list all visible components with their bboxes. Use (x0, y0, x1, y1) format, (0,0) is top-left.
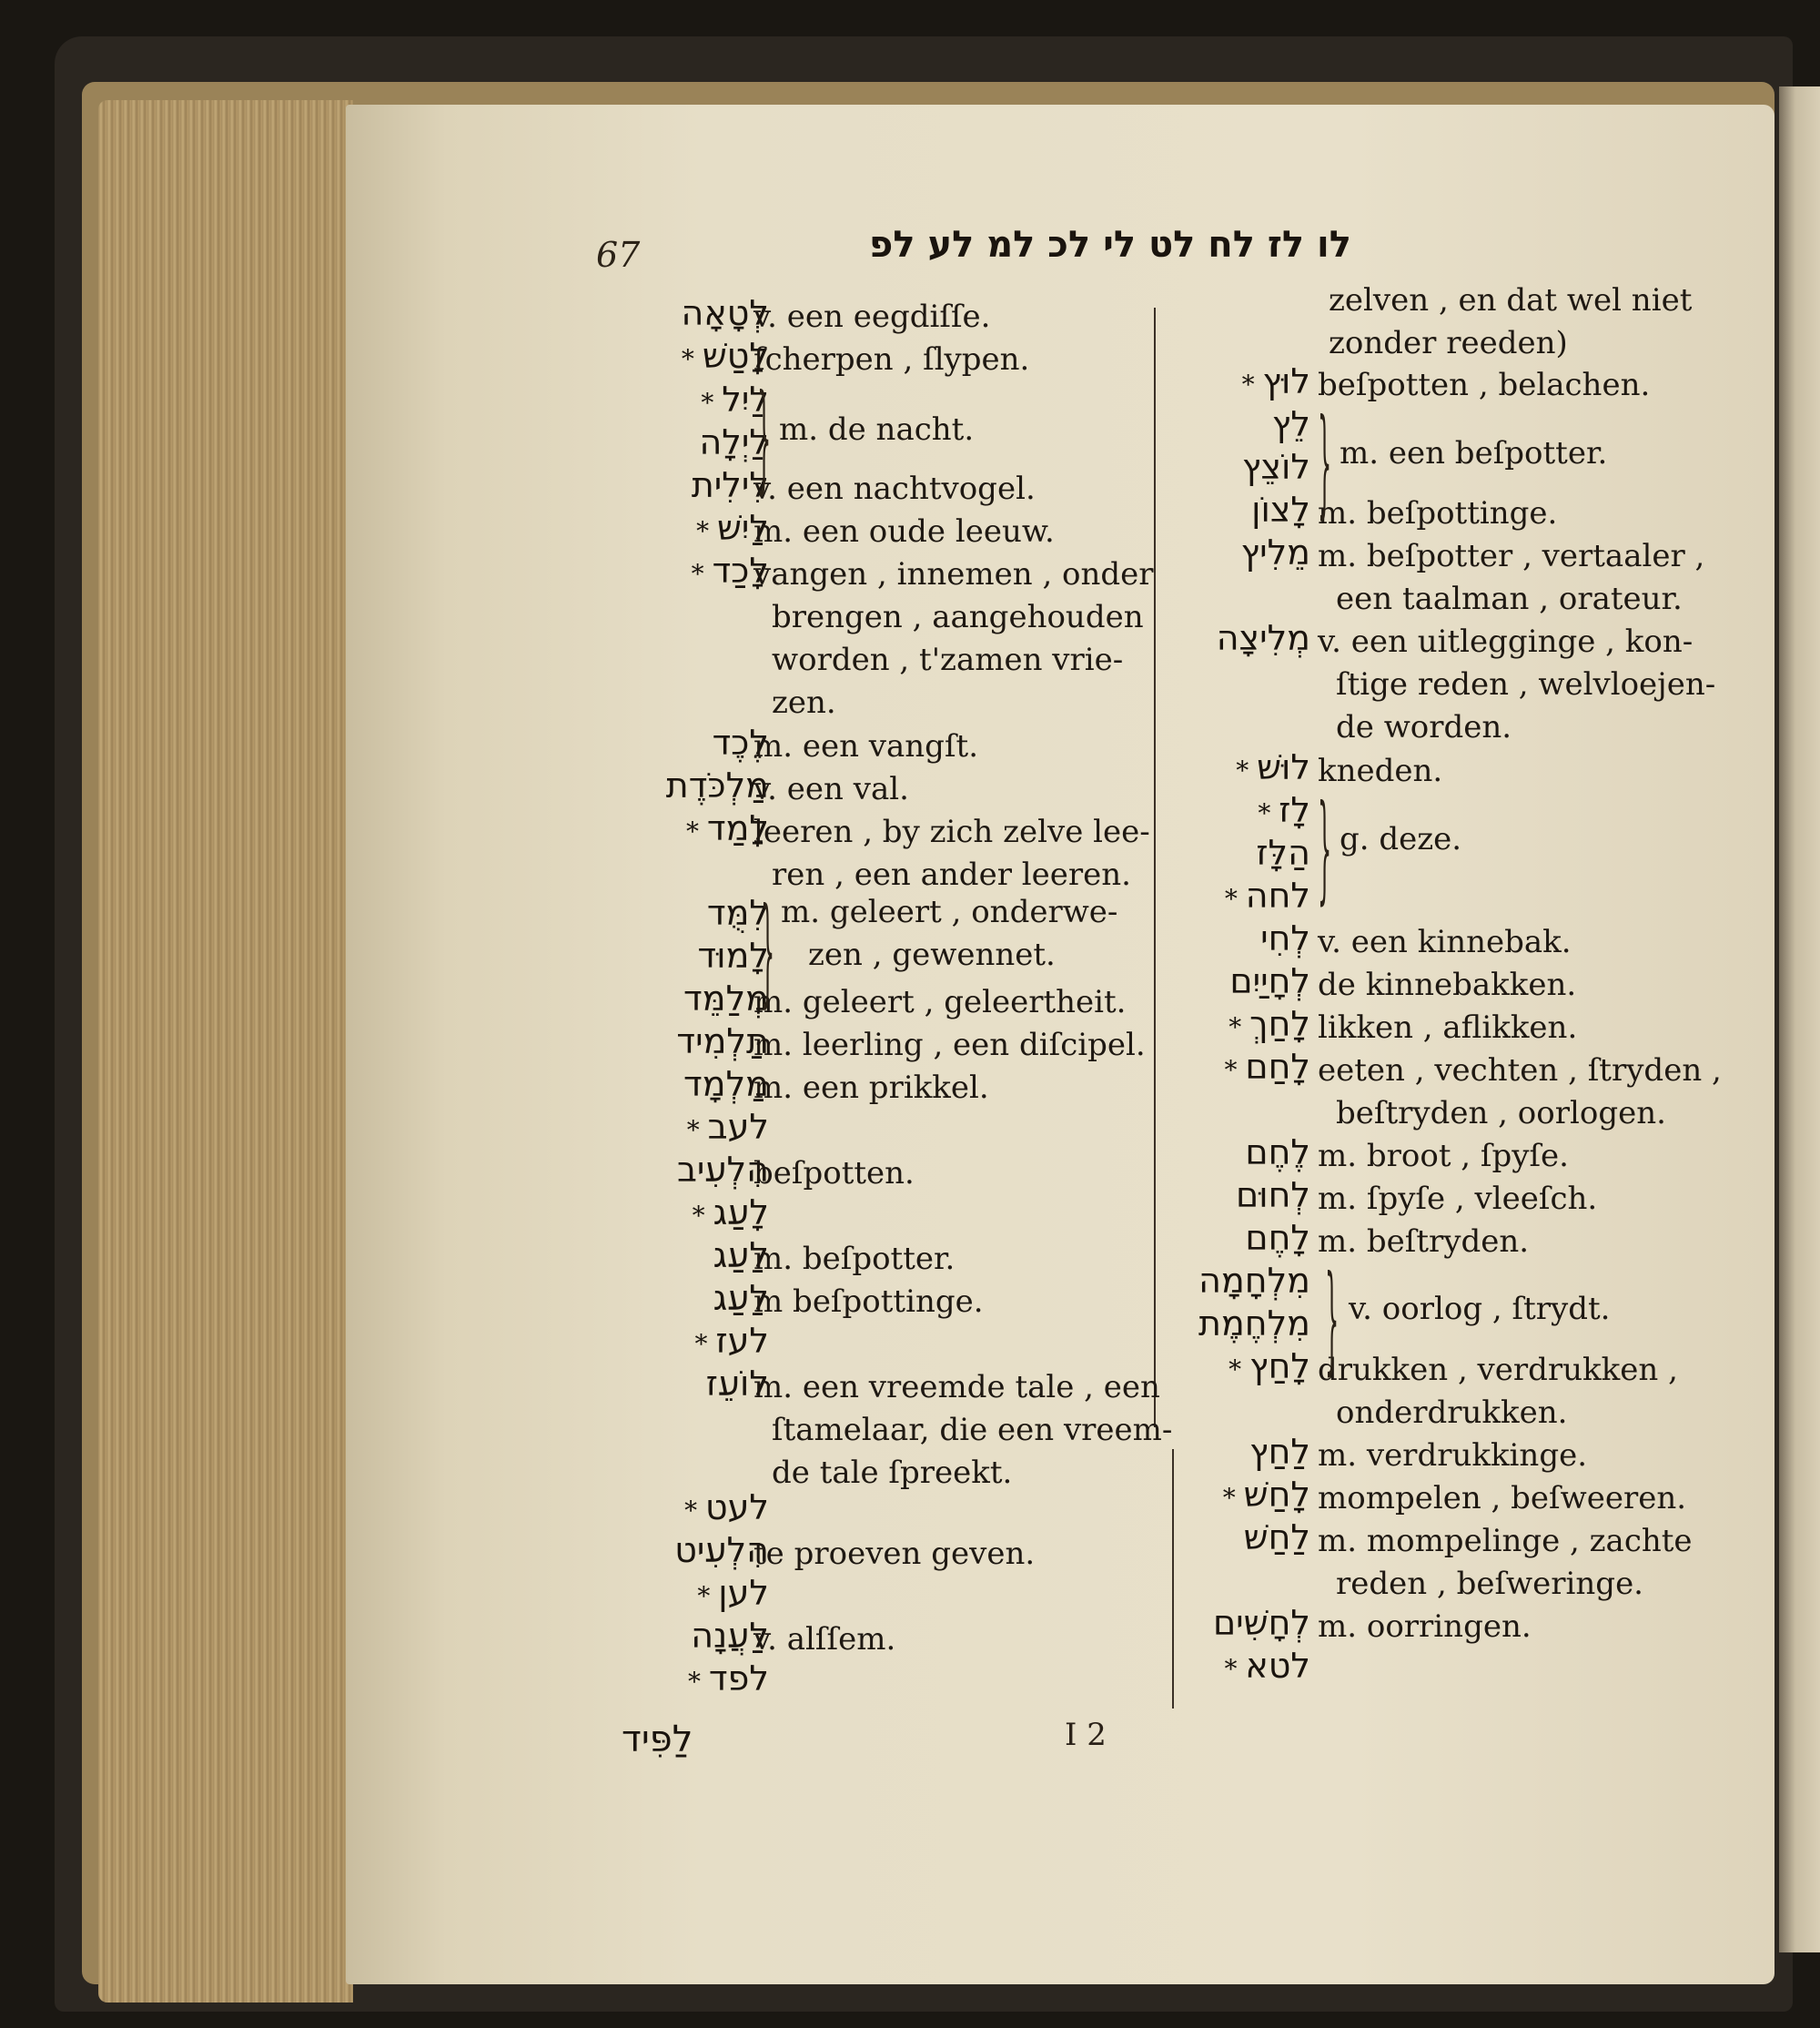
hebrew-word: לוּץ (1262, 361, 1310, 401)
gloss-line: v. een nachtvogel. (753, 471, 1036, 507)
hebrew-word: לָחַץ (1249, 1346, 1310, 1386)
headword (1241, 532, 1310, 573)
hebrew-word: לטא (1245, 1646, 1310, 1686)
hebrew-word: לִמֻּד (706, 893, 769, 933)
headword (1245, 1218, 1310, 1258)
gloss-line: ſcherpen , ſlypen. (753, 341, 1030, 378)
grouping-brace: } (1318, 397, 1332, 532)
hebrew-word: לָכַד (712, 551, 769, 591)
headword (1228, 1346, 1310, 1386)
headword (1224, 1646, 1310, 1686)
gloss-line: brengen , aangehouden (772, 599, 1144, 635)
headword (1236, 747, 1310, 787)
gloss-line: ſtige reden , welvloejen- (1336, 666, 1716, 703)
hebrew-word: לִילִית (691, 465, 769, 505)
headword (1228, 1004, 1310, 1044)
root-asterisk: * (1241, 370, 1263, 400)
gloss-line: ren , een ander leeren. (772, 857, 1131, 893)
page-edges (98, 100, 353, 2003)
gloss-line: de tale ſpreekt. (772, 1455, 1013, 1491)
group-gloss: zen , gewennet. (808, 937, 1056, 973)
hebrew-word: לַחַשׁ (1243, 1517, 1310, 1557)
hebrew-word: לחה (1245, 876, 1310, 916)
hebrew-word: לַיִל (722, 380, 769, 420)
hebrew-word: הַלָּז (1256, 833, 1310, 873)
gloss-line: een taalman , orateur. (1336, 581, 1683, 617)
hebrew-word: לַיִשׁ (716, 508, 769, 548)
group-gloss: v. oorlog , ſtrydt. (1349, 1291, 1611, 1327)
gloss-line: m. een vangſt. (753, 728, 978, 765)
hebrew-word: מְלִיצָה (1216, 618, 1310, 658)
hebrew-word: לעט (704, 1487, 769, 1527)
root-asterisk: * (1224, 1654, 1246, 1684)
gloss-line: m. mompelinge , zachte (1318, 1523, 1693, 1559)
gloss-line: m. ſpyſe , vleeſch. (1318, 1181, 1598, 1217)
headword (1256, 833, 1310, 873)
hebrew-word: לְחִי (1260, 918, 1310, 958)
gloss-line: m. broot , ſpyſe. (1318, 1138, 1569, 1174)
grouping-brace: } (757, 372, 772, 507)
gloss-line: m. beſpotter. (753, 1241, 956, 1277)
gloss-line: m. verdrukkinge. (1318, 1437, 1588, 1474)
gloss-line: m. oorringen. (1318, 1608, 1532, 1645)
headword (1244, 1517, 1310, 1557)
group-gloss: m. de nacht. (779, 411, 975, 448)
root-asterisk: * (685, 816, 707, 847)
gloss-line: te proeven geven. (753, 1536, 1036, 1572)
headword (697, 1573, 769, 1613)
headword (1198, 1303, 1310, 1344)
gloss-line: vangen , innemen , onder (753, 556, 1154, 593)
gloss-line: m. geleert , geleertheit. (753, 984, 1127, 1020)
hebrew-word: לָעַג (713, 1192, 769, 1232)
gloss-line: m. een vreemde tale , een (753, 1369, 1160, 1405)
headword (684, 1487, 769, 1527)
gloss-line: m beſpottinge. (753, 1283, 984, 1320)
headword (1249, 1432, 1310, 1472)
headword (1213, 1603, 1310, 1643)
hebrew-word: לעב (707, 1107, 769, 1147)
headword (688, 1658, 769, 1698)
root-asterisk: * (692, 1201, 713, 1231)
root-asterisk: * (688, 1667, 709, 1697)
gloss-line: ſtamelaar, die een vreem- (772, 1412, 1173, 1448)
column-rule-lower (1172, 1449, 1174, 1709)
hebrew-word: מִלְחֶמֶת (1198, 1303, 1310, 1344)
hebrew-word: לָחַשׁ (1243, 1475, 1310, 1515)
group-gloss: m. geleert , onderwe- (781, 894, 1118, 930)
headword (697, 936, 769, 976)
headword (1225, 876, 1310, 916)
headword (687, 1107, 769, 1147)
group-gloss: m. een beſpotter. (1340, 435, 1608, 472)
root-asterisk: * (686, 1115, 708, 1145)
hebrew-word: לְחוּם (1236, 1175, 1310, 1215)
hebrew-word: לְחָשִׁים (1212, 1603, 1310, 1643)
grouping-brace: } (761, 886, 775, 1020)
gloss-line: eeten , vechten , ſtryden , (1318, 1052, 1722, 1089)
root-asterisk: * (1224, 1055, 1246, 1085)
gloss-line: de kinnebakken. (1318, 967, 1577, 1003)
root-asterisk: * (1224, 884, 1246, 914)
gloss-line: m. beſtryden. (1318, 1223, 1530, 1260)
headword (1198, 1261, 1310, 1301)
gloss-line: de worden. (1336, 709, 1512, 745)
root-asterisk: * (1222, 1483, 1244, 1513)
hebrew-word: לען (718, 1573, 769, 1613)
gloss-line: v. een eegdiſſe. (753, 299, 991, 335)
hebrew-word: לוּשׁ (1257, 747, 1310, 787)
hebrew-word: לָמוּד (697, 936, 769, 976)
hebrew-word: לעז (715, 1321, 769, 1361)
hebrew-word: לֶחֶם (1245, 1132, 1310, 1172)
hebrew-word: לוֹצֵץ (1242, 447, 1310, 487)
root-asterisk: * (681, 344, 703, 374)
hebrew-word: לַעֲנָה (691, 1616, 769, 1656)
root-asterisk: * (696, 516, 717, 546)
hebrew-word: מֵלִיץ (1240, 532, 1310, 573)
headword (1224, 1047, 1310, 1087)
gloss-line: leeren , by zich zelve lee- (753, 814, 1150, 850)
gloss-line: kneden. (1318, 753, 1443, 789)
gloss-line: m. een oude leeuw. (753, 513, 1055, 550)
hebrew-word: הִלְעִיט (674, 1530, 769, 1570)
gloss-line: zen. (772, 684, 836, 721)
grouping-brace: } (1325, 1253, 1340, 1388)
gloss-line: v. een val. (753, 771, 909, 807)
root-asterisk: * (1236, 755, 1258, 786)
hebrew-word: לְחָיַיִם (1229, 961, 1310, 1001)
column-rule (1154, 308, 1156, 1427)
gloss-line: v. een uitlegginge , kon- (1318, 624, 1694, 660)
root-asterisk: * (1228, 1012, 1250, 1042)
hebrew-word: לָצוֹן (1251, 490, 1310, 530)
group-gloss: g. deze. (1340, 821, 1462, 857)
gloss-line: worden , t'zamen vrie- (772, 642, 1124, 678)
gloss-line: v. alſſem. (753, 1621, 896, 1658)
catchword: לַפִּיד (622, 1719, 693, 1760)
headword (1251, 490, 1310, 530)
gloss-line: beſpotten. (753, 1155, 915, 1191)
entry-continuation-line: zelven , en dat wel niet (1329, 282, 1693, 319)
hebrew-word: לָחַךְ (1249, 1004, 1310, 1044)
root-asterisk: * (1258, 798, 1279, 828)
gloss-line: reden , beſweringe. (1336, 1566, 1643, 1602)
hebrew-word: לָחֶם (1245, 1218, 1310, 1258)
headword (693, 1192, 769, 1232)
headword (1217, 618, 1310, 658)
hebrew-word: מַלְכֹּדֶת (665, 766, 769, 806)
headword (1260, 918, 1310, 958)
hebrew-word: הִלְעִיב (676, 1150, 769, 1190)
gloss-line: beſtryden , oorlogen. (1336, 1095, 1666, 1131)
hebrew-word: לַעַג (713, 1278, 769, 1318)
hebrew-word: לַיְלָה (699, 422, 769, 462)
hebrew-word: לֵץ (1271, 404, 1310, 444)
hebrew-word: מְלַמֵּד (683, 979, 769, 1019)
next-page-edge (1779, 86, 1820, 1952)
root-asterisk: * (697, 1581, 719, 1611)
headword (1223, 1475, 1310, 1515)
root-asterisk: * (684, 1496, 705, 1526)
root-asterisk: * (691, 559, 713, 589)
page-number: 67 (596, 235, 641, 275)
hebrew-word: לפד (708, 1658, 769, 1698)
hebrew-word: תַּלְמִיד (676, 1021, 769, 1061)
gloss-line: m. beſpotter , vertaaler , (1318, 538, 1705, 574)
signature-mark: I 2 (1065, 1717, 1107, 1753)
gloss-line: m. leerling , een diſcipel. (753, 1027, 1146, 1063)
entry-continuation-line: zonder reeden) (1329, 325, 1568, 361)
hebrew-word: מַלְמָד (683, 1064, 769, 1104)
root-asterisk: * (701, 388, 723, 418)
gloss-line: drukken , verdrukken , (1318, 1352, 1678, 1388)
gloss-line: mompelen , beſweeren. (1318, 1480, 1687, 1516)
hebrew-word: לוֹעֵז (705, 1364, 769, 1404)
headword (1245, 1132, 1310, 1172)
hebrew-word: מִלְחָמָה (1198, 1261, 1310, 1301)
headword (1258, 790, 1310, 830)
headword (695, 1321, 769, 1361)
hebrew-word: לֶכֶד (712, 723, 769, 763)
headword (1272, 404, 1310, 444)
gloss-line: m. een prikkel. (753, 1070, 989, 1106)
root-asterisk: * (694, 1329, 716, 1359)
gloss-line: v. een kinnebak. (1318, 924, 1572, 960)
headword (707, 893, 769, 933)
gloss-line: m. beſpottinge. (1318, 495, 1558, 532)
hebrew-word: לָז (1279, 790, 1310, 830)
hebrew-word: לָמַד (706, 808, 769, 848)
headword (1242, 447, 1310, 487)
running-head: לו לז לח לט לי לכ למ לע לפ (869, 224, 1351, 266)
headword (1242, 361, 1310, 401)
root-asterisk: * (1228, 1354, 1250, 1384)
headword (1229, 961, 1310, 1001)
hebrew-word: לָטַשׁ (702, 336, 769, 376)
hebrew-word: לָחַם (1245, 1047, 1310, 1087)
gloss-line: likken , aflikken. (1318, 1009, 1578, 1046)
gloss-line: beſpotten , belachen. (1318, 367, 1651, 403)
headword (1236, 1175, 1310, 1215)
hebrew-word: לְטָאָה (681, 293, 769, 333)
hebrew-word: לַעַג (713, 1235, 769, 1275)
grouping-brace: } (1318, 783, 1332, 918)
hebrew-word: לַחַץ (1249, 1432, 1310, 1472)
gloss-line: onderdrukken. (1336, 1394, 1568, 1431)
